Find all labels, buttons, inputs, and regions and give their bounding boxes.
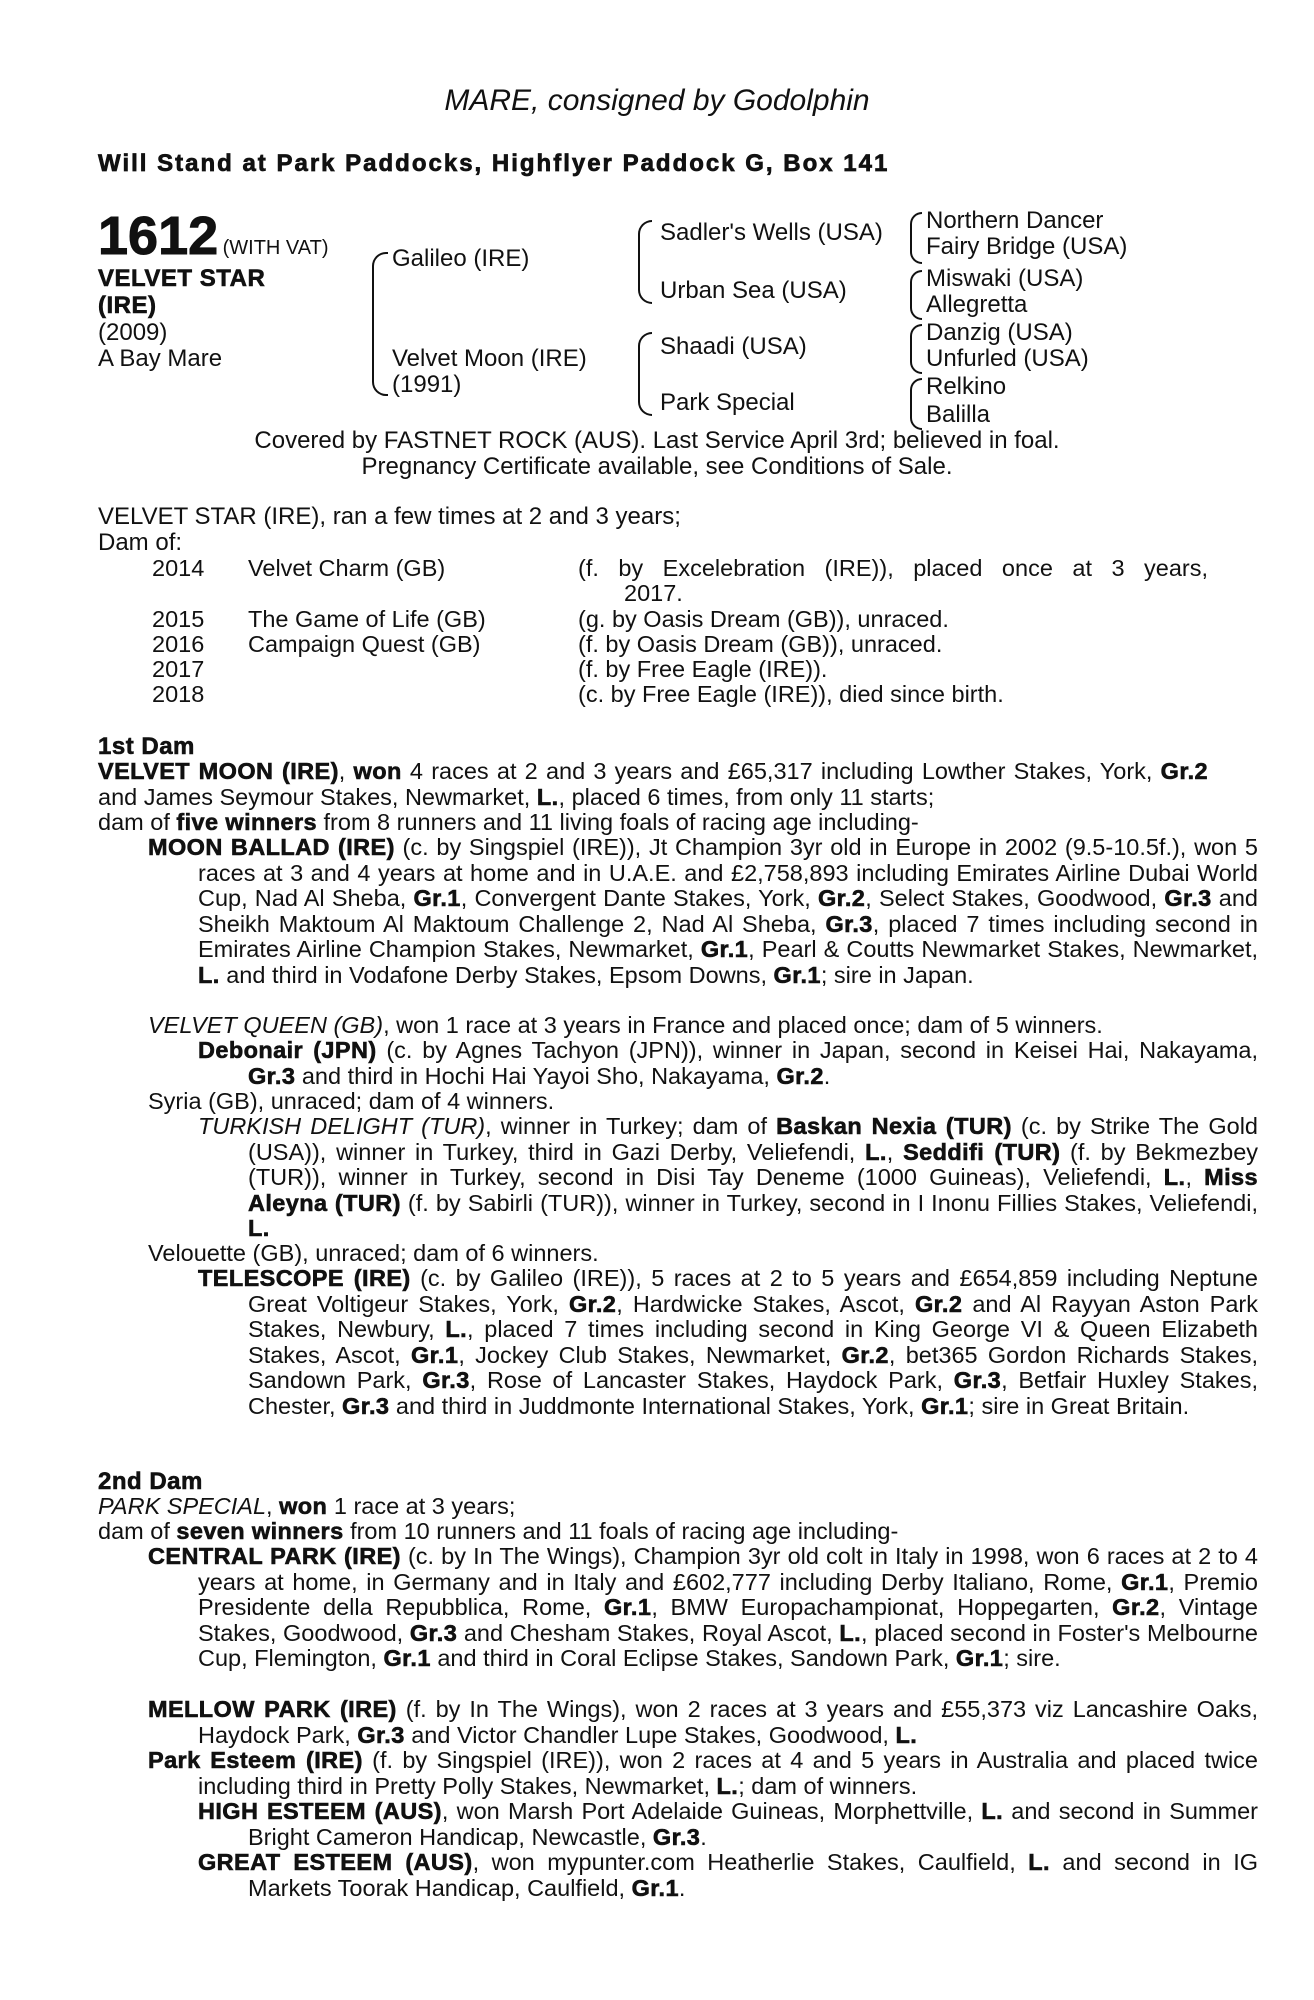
sd-sire: Miswaki (USA)	[926, 265, 1084, 292]
produce-year: 2017	[152, 656, 205, 682]
sire: Galileo (IRE)	[392, 245, 530, 272]
produce-desc: (g. by Oasis Dream (GB)), unraced.	[578, 606, 949, 632]
central-park-entry: CENTRAL PARK (IRE) (c. by In The Wings), Champion 3yr old colt in Italy in 1998, won 6 races at 2 to 4 years at home, in Germany and in Italy and £602,777 including Derby Italiano, Rome, Gr.1, Premio Presidente della Repubblica, Rome, Gr.1, BMW Europachampionat, Hoppegarten, Gr.2, Vintage Stakes, Goodwood, Gr.3 and Chesham Stakes, Royal Ascot, L., placed second in Foster's Melbourne Cup, Flemington, Gr.1 and third in Coral Eclipse Stakes, Sandown Park, Gr.1; sire.	[148, 1543, 1258, 1671]
second-dam-produce-summary: dam of seven winners from 10 runners and 11 foals of racing age including-	[98, 1518, 899, 1544]
produce-desc-2: 2017.	[624, 580, 683, 606]
first-dam-record: VELVET MOON (IRE), won 4 races at 2 and 3 years and £65,317 including Lowther Stakes, York, Gr.2 and James Seymour Stakes, Newmarket, L., placed 6 times, from only 11 starts;	[98, 758, 1208, 810]
produce-desc: (f. by Excelebration (IRE)), placed once at 3 years,	[578, 555, 1208, 581]
pedigree-bracket	[910, 324, 922, 374]
velouette-entry: Velouette (GB), unraced; dam of 6 winners.	[148, 1240, 599, 1266]
syria-entry: Syria (GB), unraced; dam of 4 winners.	[148, 1088, 555, 1114]
sire-sire: Sadler's Wells (USA)	[660, 219, 883, 246]
produce-year: 2014	[152, 555, 205, 581]
lot-number: 1612	[98, 206, 219, 266]
lot-vat: (WITH VAT)	[222, 237, 329, 259]
produce-name: Velvet Charm (GB)	[248, 555, 446, 581]
page-title: MARE, consigned by Godolphin	[444, 84, 870, 117]
produce-name: The Game of Life (GB)	[248, 606, 486, 632]
telescope-entry: TELESCOPE (IRE) (c. by Galileo (IRE)), 5 races at 2 to 5 years and £654,859 including Neptune Great Voltigeur Stakes, York, Gr.2, Hardwicke Stakes, Ascot, Gr.2 and Al Rayyan Aston Park Stakes, Newbury, L., placed 7 times including second in King George VI & Queen Elizabeth Stakes, Ascot, Gr.1, Jockey Club Stakes, Newmarket, Gr.2, bet365 Gordon Richards Stakes, Sandown Park, Gr.3, Rose of Lancaster Stakes, Haydock Park, Gr.3, Betfair Huxley Stakes, Chester, Gr.3 and third in Juddmonte International Stakes, York, Gr.1; sire in Great Britain.	[198, 1265, 1258, 1419]
produce-year: 2018	[152, 681, 205, 707]
high-esteem-entry: HIGH ESTEEM (AUS), won Marsh Port Adelaide Guineas, Morphettville, L. and second in Summer Bright Cameron Handicap, Newcastle, Gr.3.	[198, 1798, 1258, 1850]
turkish-delight-entry: TURKISH DELIGHT (TUR), winner in Turkey; dam of Baskan Nexia (TUR) (c. by Strike The Gold (USA)), winner in Turkey, third in Gazi Derby, Veliefendi, L., Seddifi (TUR) (f. by Bekmezbey (TUR)), winner in Turkey, second in Disi Tay Deneme (1000 Guineas), Veliefendi, L., Miss Aleyna (TUR) (f. by Sabirli (TUR)), winner in Turkey, second in I Inonu Fillies Stakes, Veliefendi, L.	[198, 1113, 1259, 1241]
covered-line-1: Covered by FASTNET ROCK (AUS). Last Service April 3rd; believed in foal.	[254, 427, 1060, 454]
ss-sire: Northern Dancer	[926, 207, 1104, 234]
ds-sire: Danzig (USA)	[926, 319, 1073, 346]
produce-desc: (f. by Oasis Dream (GB)), unraced.	[578, 631, 943, 657]
pedigree-bracket	[372, 252, 388, 396]
dam-dam: Park Special	[660, 389, 795, 416]
horse-desc: A Bay Mare	[98, 345, 223, 372]
lot-number-line	[98, 208, 329, 264]
pedigree-bracket	[638, 220, 652, 304]
second-dam-heading: 2nd Dam	[98, 1468, 203, 1495]
sd-dam: Allegretta	[926, 291, 1028, 318]
horse-name-2: (IRE)	[98, 292, 157, 319]
second-dam-record: PARK SPECIAL, won 1 race at 3 years;	[98, 1493, 516, 1519]
mare-intro: VELVET STAR (IRE), ran a few times at 2 and 3 years;	[98, 503, 681, 530]
pedigree-bracket	[910, 270, 922, 320]
ss-dam: Fairy Bridge (USA)	[926, 233, 1128, 260]
horse-year: (2009)	[98, 319, 168, 346]
dam-year: (1991)	[392, 371, 462, 398]
first-dam-produce-summary: dam of five winners from 8 runners and 11 living foals of racing age including-	[98, 809, 919, 835]
produce-desc: (f. by Free Eagle (IRE)).	[578, 656, 828, 682]
dd-sire: Relkino	[926, 373, 1007, 400]
pedigree-bracket	[910, 212, 922, 264]
moon-ballad-entry: MOON BALLAD (IRE) (c. by Singspiel (IRE)), Jt Champion 3yr old in Europe in 2002 (9.5-10.5f.), won 5 races at 3 and 4 years at home and in U.A.E. and £2,758,893 including Emirates Airline Dubai World Cup, Nad Al Sheba, Gr.1, Convergent Dante Stakes, York, Gr.2, Select Stakes, Goodwood, Gr.3 and Sheikh Maktoum Al Maktoum Challenge 2, Nad Al Sheba, Gr.3, placed 7 times including second in Emirates Airline Champion Stakes, Newmarket, Gr.1, Pearl & Coutts Newmarket Stakes, Newmarket, L. and third in Vodafone Derby Stakes, Epsom Downs, Gr.1; sire in Japan.	[148, 834, 1259, 988]
dam-of-label: Dam of:	[98, 529, 183, 556]
ds-dam: Unfurled (USA)	[926, 345, 1089, 372]
debonair-entry: Debonair (JPN) (c. by Agnes Tachyon (JPN)), winner in Japan, second in Keisei Hai, Nakayama, Gr.3 and third in Hochi Hai Yayoi Sho, Nakayama, Gr.2.	[198, 1037, 1258, 1089]
dam: Velvet Moon (IRE)	[392, 345, 587, 372]
dam-sire: Shaadi (USA)	[660, 333, 807, 360]
sire-dam: Urban Sea (USA)	[660, 277, 847, 304]
park-esteem-entry: Park Esteem (IRE) (f. by Singspiel (IRE)), won 2 races at 4 and 5 years in Australia and placed twice including third in Pretty Polly Stakes, Newmarket, L.; dam of winners.	[148, 1747, 1258, 1799]
produce-name: Campaign Quest (GB)	[248, 631, 481, 657]
great-esteem-entry: GREAT ESTEEM (AUS), won mypunter.com Heatherlie Stakes, Caulfield, L. and second in IG Markets Toorak Handicap, Caulfield, Gr.1.	[198, 1849, 1258, 1901]
pedigree-bracket	[638, 332, 652, 416]
dd-dam: Balilla	[926, 401, 991, 428]
stand-location: Will Stand at Park Paddocks, Highflyer Paddock G, Box 141	[98, 150, 890, 177]
pedigree-bracket	[910, 378, 922, 430]
produce-year: 2015	[152, 606, 205, 632]
covered-line-2: Pregnancy Certificate available, see Conditions of Sale.	[361, 453, 953, 480]
produce-desc: (c. by Free Eagle (IRE)), died since birth.	[578, 681, 1004, 707]
produce-year: 2016	[152, 631, 205, 657]
velvet-queen-entry: VELVET QUEEN (GB), won 1 race at 3 years in France and placed once; dam of 5 winners.	[148, 1012, 1103, 1038]
first-dam-heading: 1st Dam	[98, 733, 195, 760]
horse-name-1: VELVET STAR	[98, 265, 266, 292]
mellow-park-entry: MELLOW PARK (IRE) (f. by In The Wings), won 2 races at 3 years and £55,373 viz Lancashire Oaks, Haydock Park, Gr.3 and Victor Chandler Lupe Stakes, Goodwood, L.	[148, 1696, 1258, 1748]
